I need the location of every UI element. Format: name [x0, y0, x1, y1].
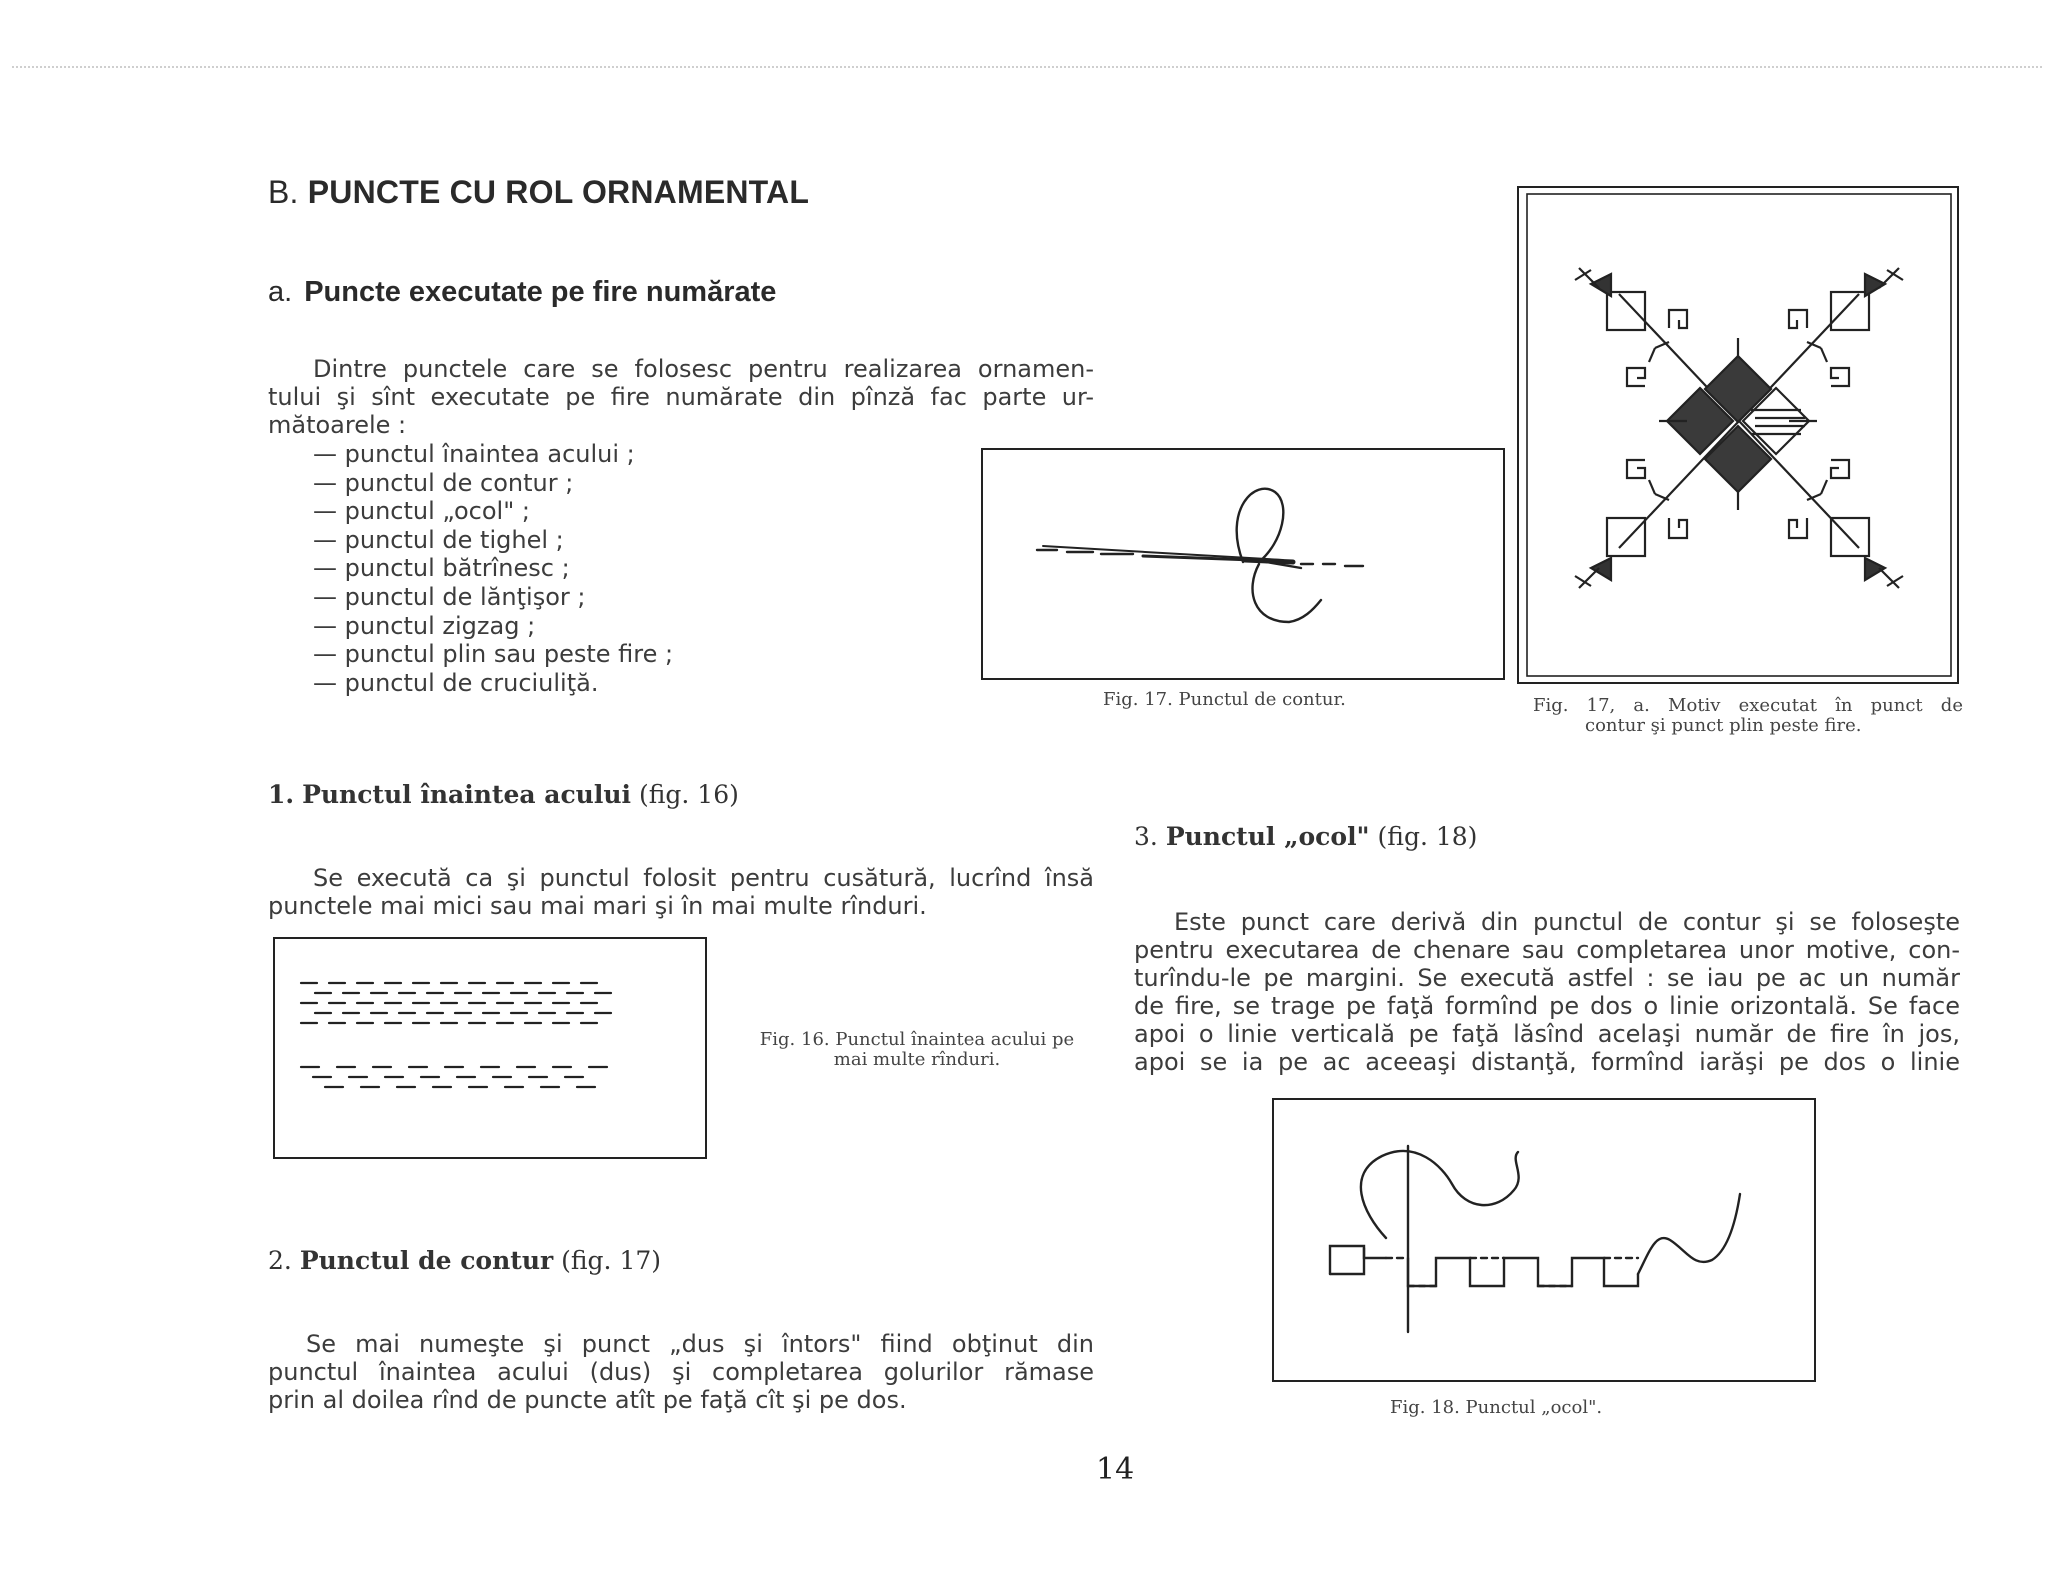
figure-18-drawing	[1274, 1100, 1814, 1380]
scan-top-rule	[12, 66, 2042, 68]
figure-16-caption-line: Fig. 16. Punctul înaintea acului pe	[759, 1029, 1075, 1050]
figure-16	[273, 937, 707, 1159]
subchapter-title: Puncte executate pe fire numărate	[304, 276, 777, 308]
stitch-list-item: — punctul înaintea acului ;	[313, 440, 673, 469]
figure-17-drawing	[983, 450, 1503, 678]
stitch-list-item: — punctul bătrînesc ;	[313, 554, 673, 583]
figure-18	[1272, 1098, 1816, 1382]
figure-17	[981, 448, 1505, 680]
section-2-title: Punctul de contur	[299, 1246, 554, 1275]
section-3-line: de fire, se trage pe faţă formînd pe dos o linie orizontală. Se face	[1134, 992, 1960, 1020]
intro-paragraph	[268, 355, 1094, 439]
chapter-title: PUNCTE CU ROL ORNAMENTAL	[307, 174, 810, 210]
section-1-paragraph	[268, 864, 1094, 920]
section-2-paragraph	[268, 1330, 1094, 1414]
stitch-list-item: — punctul de tighel ;	[313, 526, 673, 555]
page-number: 14	[1096, 1452, 1135, 1487]
figure-16-caption	[737, 1030, 1097, 1070]
section-1-title: Punctul înaintea acului	[302, 780, 632, 809]
section-1-line: punctele mai mici sau mai mari şi în mai multe rînduri.	[268, 892, 927, 920]
intro-line: mătoarele :	[268, 411, 407, 439]
section-2-line: prin al doilea rînd de puncte atît pe faţă cît şi pe dos.	[268, 1386, 907, 1414]
section-3-line: Este punct care derivă din punctul de contur şi se foloseşte	[1174, 908, 1960, 936]
figure-17a-caption	[1533, 696, 1963, 736]
section-2-number: 2.	[268, 1246, 292, 1275]
subchapter-heading	[268, 276, 776, 309]
chapter-heading	[268, 174, 809, 211]
stitch-list-item: — punctul de lănţişor ;	[313, 583, 673, 612]
stitch-list	[313, 440, 673, 697]
section-3-line: turîndu-le pe margini. Se execută astfel : se iau pe ac un număr	[1134, 964, 1960, 992]
stitch-list-item: — punctul zigzag ;	[313, 612, 673, 641]
section-1-number: 1.	[268, 780, 295, 809]
figure-17-caption: Fig. 17. Punctul de contur.	[1103, 689, 1346, 710]
section-3-line: apoi o linie verticală pe faţă lăsînd acelaşi număr de fire în jos,	[1134, 1020, 1960, 1048]
figure-16-drawing	[275, 939, 705, 1157]
section-1-line: Se execută ca şi punctul folosit pentru cusătură, lucrînd însă	[313, 864, 1094, 892]
section-3-paragraph	[1134, 908, 1960, 1076]
intro-line: tului şi sînt executate pe fire numărate din pînză fac parte ur-	[268, 383, 1094, 411]
section-3-number: 3.	[1134, 822, 1158, 851]
figure-17a	[1517, 186, 1959, 684]
section-3-line: apoi se ia pe ac aceeaşi distanţă, formînd iarăşi pe dos o linie	[1134, 1048, 1960, 1076]
figure-17a-caption-line: Fig. 17, a. Motiv executat în punct de	[1533, 695, 1963, 716]
subchapter-letter: a.	[268, 276, 293, 308]
section-2-heading	[268, 1246, 661, 1275]
stitch-list-item: — punctul „ocol" ;	[313, 497, 673, 526]
section-2-line: Se mai numeşte şi punct „dus şi întors" fiind obţinut din	[306, 1330, 1094, 1358]
section-1-heading	[268, 780, 739, 809]
section-3-title: Punctul „ocol"	[1165, 822, 1370, 851]
stitch-list-item: — punctul de contur ;	[313, 469, 673, 498]
figure-18-caption: Fig. 18. Punctul „ocol".	[1390, 1397, 1603, 1418]
figure-17a-caption-line: contur şi punct plin peste fire.	[1585, 715, 1862, 736]
section-3-ref: (fig. 18)	[1377, 822, 1478, 851]
chapter-letter: B.	[268, 174, 299, 210]
intro-line: Dintre punctele care se folosesc pentru realizarea ornamen-	[313, 355, 1094, 383]
stitch-list-item: — punctul de cruciuliţă.	[313, 669, 673, 698]
figure-16-caption-line: mai multe rînduri.	[833, 1049, 1001, 1070]
section-2-line: punctul înaintea acului (dus) şi completarea golurilor rămase	[268, 1358, 1094, 1386]
section-2-ref: (fig. 17)	[561, 1246, 662, 1275]
section-3-line: pentru executarea de chenare sau completarea unor motive, con-	[1134, 936, 1960, 964]
section-3-heading	[1134, 822, 1477, 851]
section-1-ref: (fig. 16)	[638, 780, 739, 809]
figure-17a-motif	[1519, 188, 1957, 682]
stitch-list-item: — punctul plin sau peste fire ;	[313, 640, 673, 669]
